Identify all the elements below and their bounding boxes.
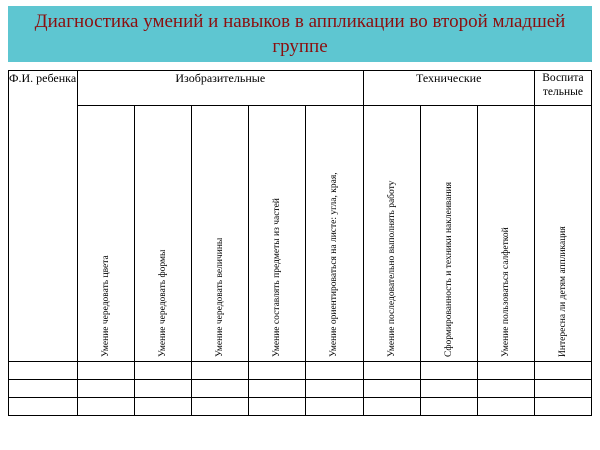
column-skill-5 xyxy=(306,106,363,362)
column-skill-1 xyxy=(78,106,135,362)
cell-skill-5[interactable] xyxy=(306,362,363,380)
cell-skill-1[interactable] xyxy=(78,380,135,398)
table-row[interactable] xyxy=(9,398,592,416)
cell-skill-3[interactable] xyxy=(192,362,249,380)
column-skill-8 xyxy=(477,106,534,362)
cell-child-name[interactable] xyxy=(9,380,78,398)
cell-skill-2[interactable] xyxy=(135,398,192,416)
column-label: Умение последовательно выполнять работу xyxy=(386,180,397,357)
title-banner xyxy=(8,6,592,62)
cell-skill-2[interactable] xyxy=(135,362,192,380)
cell-skill-9[interactable] xyxy=(534,398,591,416)
cell-skill-7[interactable] xyxy=(420,380,477,398)
table-subheader-row xyxy=(9,106,592,362)
column-label: Умение ориентироваться на листе: угла, края, xyxy=(329,172,340,357)
diagnostics-table xyxy=(8,70,592,416)
column-skill-4 xyxy=(249,106,306,362)
cell-skill-9[interactable] xyxy=(534,362,591,380)
column-skill-2 xyxy=(135,106,192,362)
cell-skill-8[interactable] xyxy=(477,362,534,380)
column-skill-3 xyxy=(192,106,249,362)
table-header-row xyxy=(9,71,592,106)
column-skill-7 xyxy=(420,106,477,362)
column-label: Умение чередовать величины xyxy=(215,237,226,357)
column-label: Умение чередовать формы xyxy=(158,249,169,357)
cell-skill-4[interactable] xyxy=(249,398,306,416)
column-label: Сформированность и техники наклеивания xyxy=(443,181,454,357)
cell-skill-6[interactable] xyxy=(363,380,420,398)
cell-child-name[interactable] xyxy=(9,362,78,380)
column-skill-6 xyxy=(363,106,420,362)
cell-skill-2[interactable] xyxy=(135,380,192,398)
table-row[interactable] xyxy=(9,362,592,380)
cell-skill-4[interactable] xyxy=(249,362,306,380)
cell-child-name[interactable] xyxy=(9,398,78,416)
cell-skill-4[interactable] xyxy=(249,380,306,398)
cell-skill-8[interactable] xyxy=(477,398,534,416)
cell-skill-7[interactable] xyxy=(420,362,477,380)
column-label: Умение чередовать цвета xyxy=(101,255,112,357)
column-label: Умение составлять предметы из частей xyxy=(272,198,283,357)
column-label: Интересна ли детям аппликация xyxy=(557,226,568,357)
column-label: Умение пользоваться салфеткой xyxy=(500,227,511,357)
cell-skill-3[interactable] xyxy=(192,380,249,398)
page-title: Диагностика умений и навыков в аппликации во второй младшей группе xyxy=(34,11,566,57)
cell-skill-9[interactable] xyxy=(534,380,591,398)
header-group-visual: Изобразительные xyxy=(78,71,364,106)
cell-skill-5[interactable] xyxy=(306,398,363,416)
cell-skill-6[interactable] xyxy=(363,398,420,416)
header-group-technical: Технические xyxy=(363,71,534,106)
header-child-name: Ф.И. ребенка xyxy=(9,71,78,362)
cell-skill-3[interactable] xyxy=(192,398,249,416)
table-row[interactable] xyxy=(9,380,592,398)
column-skill-9 xyxy=(534,106,591,362)
cell-skill-5[interactable] xyxy=(306,380,363,398)
cell-skill-6[interactable] xyxy=(363,362,420,380)
cell-skill-1[interactable] xyxy=(78,362,135,380)
cell-skill-1[interactable] xyxy=(78,398,135,416)
cell-skill-7[interactable] xyxy=(420,398,477,416)
cell-skill-8[interactable] xyxy=(477,380,534,398)
header-group-educational: Воспита тельные xyxy=(534,71,591,106)
